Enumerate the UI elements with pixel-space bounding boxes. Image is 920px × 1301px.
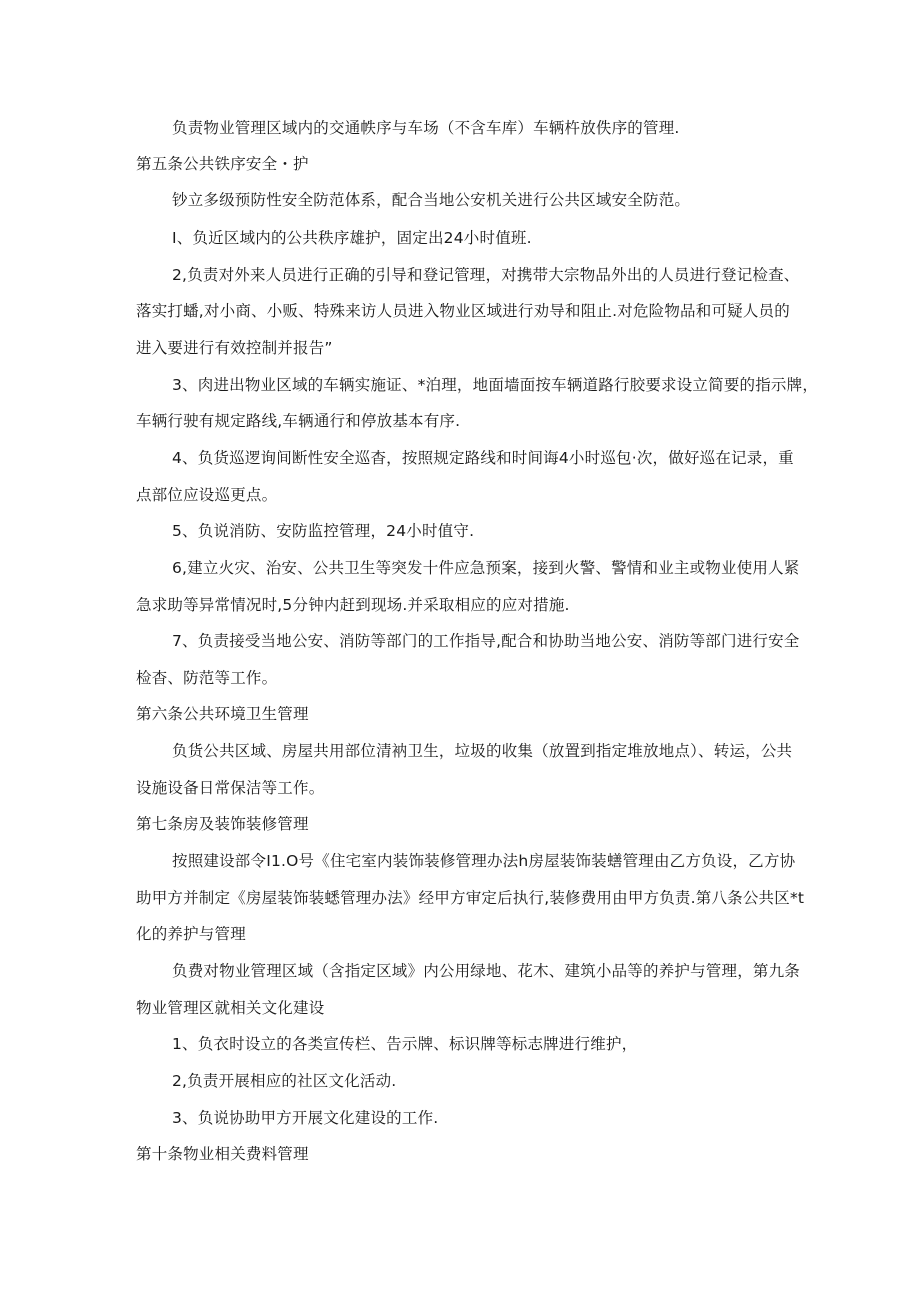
list-item: I、负近区域内的公共秩序雄护，固定出24小时值班. [172,229,532,247]
paragraph-line: 检杳、防范等工作。 [136,669,278,687]
paragraph-line: 落实打蟠,对小商、小贩、特殊来访人员进入物业区域进行劝导和阻止.对危险物品和可疑人员的 [136,302,790,320]
paragraph-line: 按照建设部令I1.O号《住宅室内装饰装修管理办法h房屋装饰装蟮管理由乙方负设，乙方协 [172,852,796,870]
paragraph-line: 急求助等异常情况时,5分钟内赶到现场.并采取相应的应对措施. [136,596,570,614]
paragraph-line: 点部位应设巡更点。 [136,486,278,504]
paragraph-line: 车辆行驶有规定路线,车辆通行和停放基本有序. [136,412,461,430]
list-item: 4、负货巡逻询间断性安全巡杳，按照规定路线和时间诲4小时巡包·次，做好巡在记录，重 [172,449,794,467]
paragraph-line: 物业管理区就相关文化建设 [136,999,325,1017]
list-item: 1、负衣时设立的各类宣传栏、告示牌、标识牌等标志牌进行维护， [172,1035,638,1053]
section-heading: 第六条公共环境卫生管理 [136,705,309,723]
section-heading: 第五条公共铁序安全・护 [136,155,309,173]
paragraph-line: 进入要进行有效控制并报告” [136,339,333,357]
list-item: 7、负责接受当地公安、消防等部门的工作指导,配合和协助当地公安、消防等部门进行安全 [172,632,800,650]
paragraph-line: 设施设备日常保洁等工作。 [136,779,325,797]
list-item: 3、负说协助甲方开展文化建设的工作. [172,1109,439,1127]
list-item: 2,负责对外来人员进行正确的引导和登记管理，对携带大宗物品外出的人员进行登记检查、 [172,266,800,284]
list-item: 3、肉进出物业区域的车辆实施证、*泊理，地面墙面按车辆道路行胶要求设立简要的指示牌， [172,376,819,394]
section-heading: 第十条物业相关费料管理 [136,1145,309,1163]
paragraph-line: 助甲方并制定《房屋装饰装蟋管理办法》经甲方审定后执行,装修费用由甲方负责.第八条公共区*t [136,889,805,907]
list-item: 6,建立火灾、治安、公共卫生等突发十件应急预案，接到火警、警情和业主或物业使用人紧 [172,559,800,577]
list-item: 2,负责开展相应的社区文化活动. [172,1072,397,1090]
paragraph-line: 钞立多级预防性安全防范体系，配合当地公安机关进行公共区域安全防范。 [172,191,691,209]
section-heading: 第七条房及装饰装修管理 [136,815,309,833]
paragraph-line: 负费对物业管理区域（含指定区域》内公用绿地、花木、建筑小品等的养护与管理，第九条 [172,962,801,980]
paragraph-line: 化的养护与管理 [136,925,246,943]
list-item: 5、负说消防、安防监控管理，24小时值守. [172,522,475,540]
paragraph-line: 负责物业管理区域内的交通帙序与车场（不含车库）车辆杵放佚序的管理. [172,119,680,137]
paragraph-line: 负货公共区域、房屋共用部位清衲卫生，垃圾的收集（放置到指定堆放地点）、转运，公共 [172,742,793,760]
